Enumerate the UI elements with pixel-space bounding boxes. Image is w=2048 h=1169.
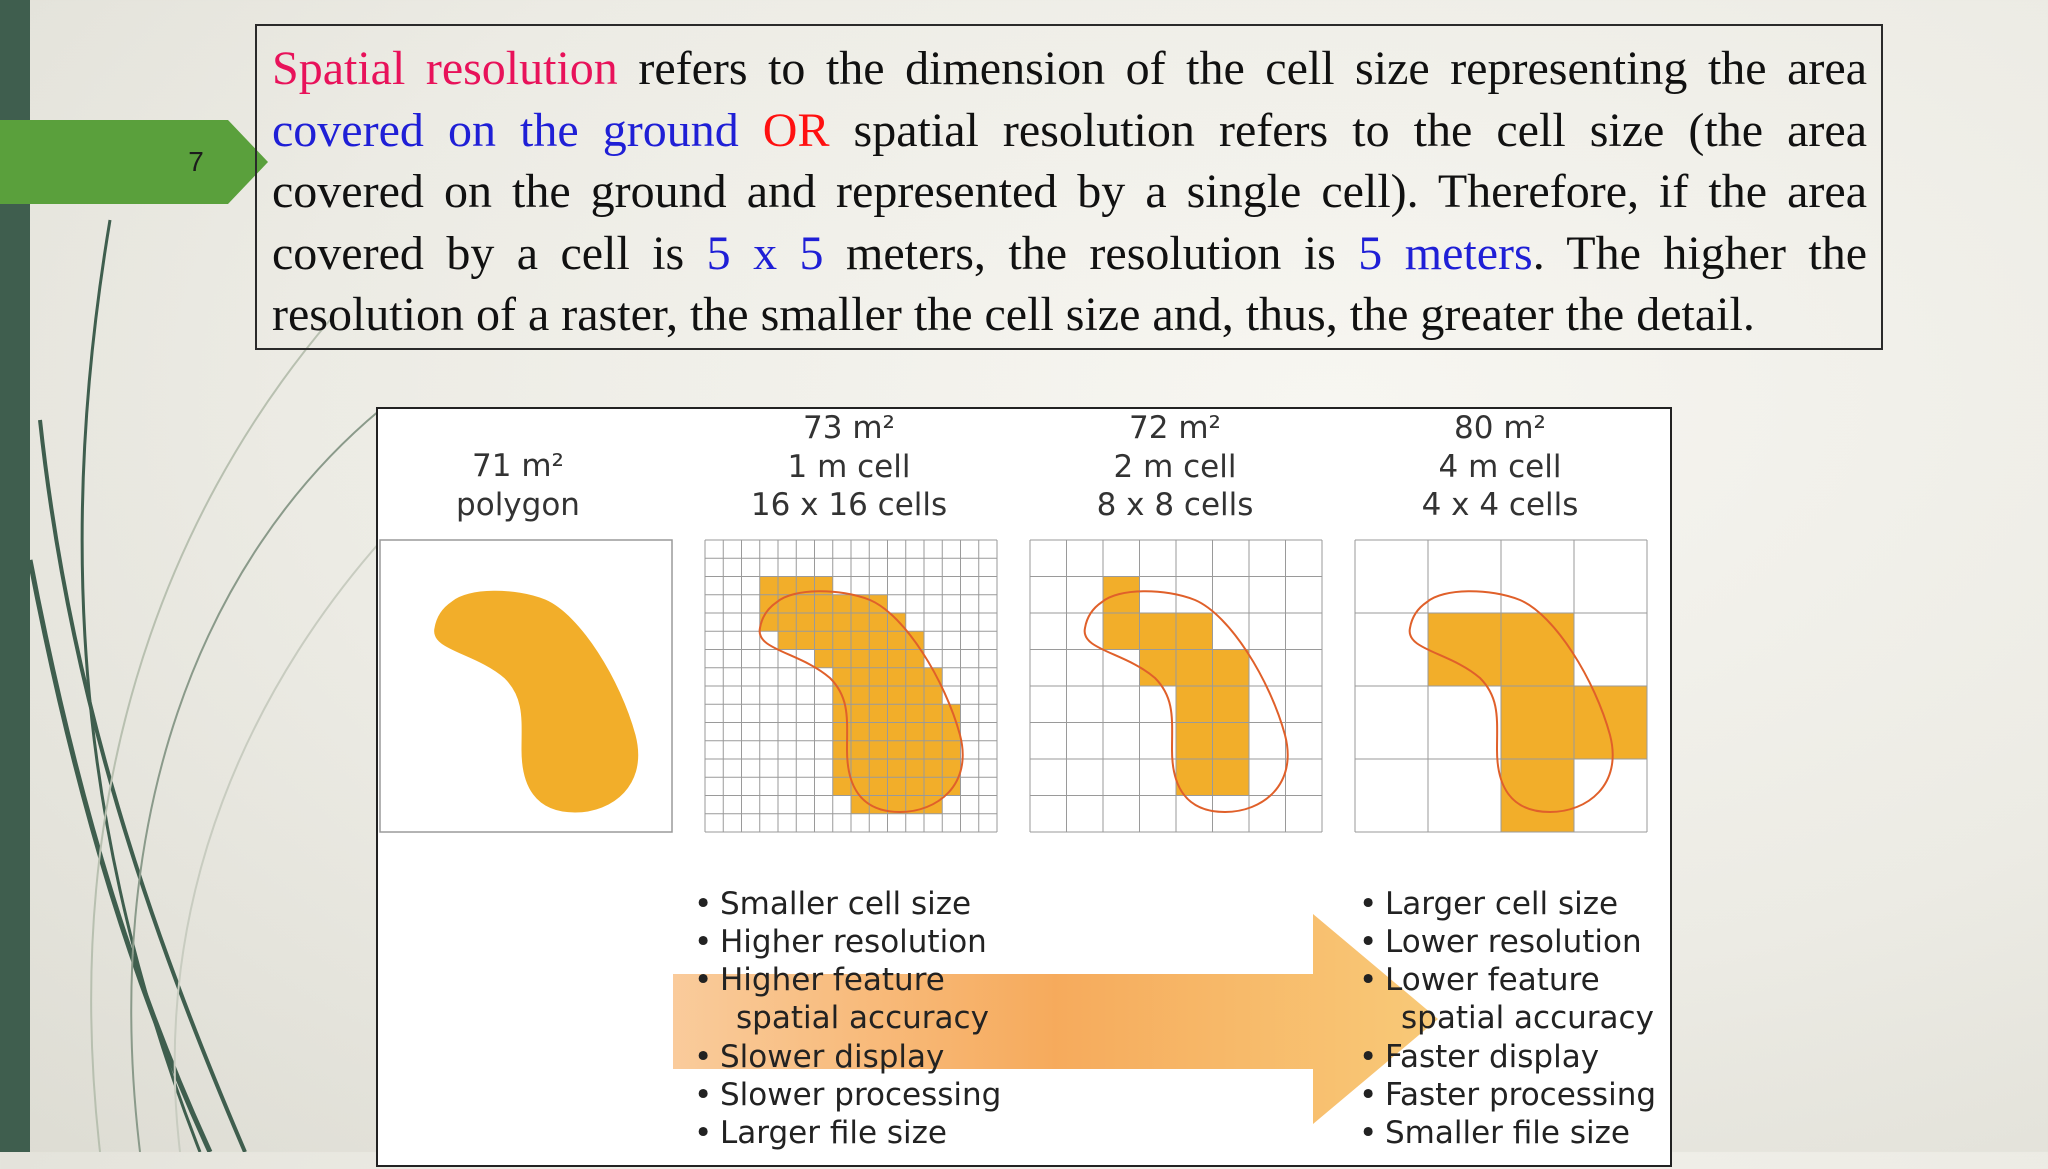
raster-cell — [1176, 686, 1213, 723]
left-bullet-2-cont: spatial accuracy — [736, 1000, 989, 1036]
raster-cell — [796, 595, 814, 613]
panel-raster-8 — [1030, 540, 1322, 832]
raster-cell — [815, 650, 833, 668]
raster-cell — [906, 759, 924, 777]
raster-cell — [906, 777, 924, 795]
raster-cell — [924, 777, 942, 795]
raster-cell — [1213, 723, 1250, 760]
raster-cell — [760, 613, 778, 631]
definition-paragraph — [255, 24, 1883, 350]
raster-cell — [833, 704, 851, 722]
raster-cell — [942, 741, 960, 759]
raster-cell — [778, 577, 796, 595]
right-bullet-list — [1359, 886, 1656, 1151]
raster-cell — [833, 613, 851, 631]
raster-cell — [869, 631, 887, 649]
raster-cell — [1213, 686, 1250, 723]
svg-text:•: • — [1359, 962, 1378, 998]
raster-cell — [778, 613, 796, 631]
right-bullet-3: Faster display — [1385, 1039, 1600, 1075]
right-bullet-2: Lower feature — [1385, 962, 1600, 998]
raster-cell — [869, 741, 887, 759]
left-bullet-5: Larger file size — [720, 1115, 947, 1151]
raster-cell — [906, 741, 924, 759]
svg-text:•: • — [694, 924, 713, 960]
raster-cell — [888, 777, 906, 795]
paragraph-line-1: Spatial resolution refers to the dimension of the cell size representing the area — [272, 42, 1867, 95]
raster-cell — [851, 704, 869, 722]
term-spatial-resolution: Spatial resolution — [272, 42, 618, 95]
raster-cell — [851, 613, 869, 631]
raster-cell — [888, 668, 906, 686]
raster-cell — [906, 704, 924, 722]
right-bullet-5: Smaller file size — [1385, 1115, 1630, 1151]
raster-cell — [851, 759, 869, 777]
panel-1-cell-size: 1 m cell — [787, 449, 911, 485]
raster-cell — [1213, 759, 1250, 796]
raster-cell — [833, 777, 851, 795]
raster-cell — [888, 650, 906, 668]
raster-cell — [924, 704, 942, 722]
raster-cell — [815, 631, 833, 649]
raster-cell — [869, 723, 887, 741]
raster-cell — [851, 796, 869, 814]
svg-text:•: • — [1359, 886, 1378, 922]
raster-cell — [851, 631, 869, 649]
raster-cell — [888, 704, 906, 722]
left-bullet-0: Smaller cell size — [720, 886, 972, 922]
raster-cell — [869, 777, 887, 795]
paragraph-line-4: covered by a cell is 5 x 5 meters, the resolution is 5 meters. The higher the — [272, 226, 1868, 280]
raster-cell — [1213, 650, 1250, 687]
raster-cell — [1501, 759, 1574, 832]
svg-text:•: • — [694, 886, 713, 922]
raster-cell — [869, 759, 887, 777]
svg-text:•: • — [1359, 1077, 1378, 1113]
raster-cell — [906, 686, 924, 704]
raster-cell — [888, 759, 906, 777]
raster-cell — [869, 668, 887, 686]
raster-cell — [869, 650, 887, 668]
raster-cell — [888, 723, 906, 741]
raster-cell — [869, 613, 887, 631]
raster-cell — [833, 741, 851, 759]
right-bullet-1: Lower resolution — [1385, 924, 1642, 960]
left-bullet-4: Slower processing — [720, 1077, 1002, 1113]
right-bullet-0: Larger cell size — [1385, 886, 1619, 922]
left-bullet-2: Higher feature — [720, 962, 945, 998]
raster-cell — [906, 668, 924, 686]
raster-cell — [778, 595, 796, 613]
paragraph-line-5: resolution of a raster, the smaller the cell size and, thus, the greater the detail. — [272, 288, 1755, 341]
panel-2-cell-size: 2 m cell — [1113, 449, 1237, 485]
raster-cell — [833, 650, 851, 668]
paragraph-line-2: covered on the ground OR spatial resolution refers to the cell size (the area — [272, 103, 1868, 157]
raster-cell — [1103, 577, 1140, 614]
raster-cell — [888, 613, 906, 631]
raster-cell — [1140, 613, 1177, 650]
raster-cell — [1176, 723, 1213, 760]
panel-2-area: 72 m² — [1129, 410, 1221, 446]
raster-cell — [869, 704, 887, 722]
svg-text:•: • — [694, 1115, 713, 1151]
raster-cell — [833, 595, 851, 613]
svg-text:•: • — [1359, 924, 1378, 960]
left-bullet-1: Higher resolution — [720, 924, 987, 960]
panel-1-area: 73 m² — [803, 410, 895, 446]
panel-raster-16 — [705, 540, 997, 832]
right-bullet-2-cont: spatial accuracy — [1401, 1000, 1654, 1036]
panel-labels — [456, 410, 1578, 523]
raster-cell — [815, 613, 833, 631]
resolution-figure — [376, 407, 1672, 1167]
svg-text:•: • — [1359, 1115, 1378, 1151]
raster-cell — [942, 759, 960, 777]
raster-cell — [1103, 613, 1140, 650]
svg-text:•: • — [694, 1077, 713, 1113]
slide-number-tab — [0, 120, 268, 204]
panel-polygon — [380, 540, 672, 832]
svg-text:•: • — [1359, 1039, 1378, 1075]
panel-2-cell-count: 8 x 8 cells — [1096, 487, 1254, 523]
svg-text:•: • — [694, 1039, 713, 1075]
raster-cell — [851, 741, 869, 759]
raster-cell — [1574, 686, 1647, 759]
raster-cell — [888, 686, 906, 704]
raster-cell — [796, 631, 814, 649]
raster-cell — [833, 723, 851, 741]
raster-cell — [851, 686, 869, 704]
panel-0-area: 71 m² — [472, 448, 564, 484]
raster-cell — [906, 723, 924, 741]
paragraph-line-3: covered on the ground and represented by a single cell). Therefore, if the area — [272, 165, 1867, 218]
raster-cell — [888, 631, 906, 649]
raster-cell — [851, 650, 869, 668]
panel-raster-4 — [1355, 540, 1647, 832]
raster-cell — [760, 577, 778, 595]
panel-0-type: polygon — [456, 487, 580, 523]
svg-text:•: • — [694, 962, 713, 998]
panel-3-cell-count: 4 x 4 cells — [1421, 487, 1579, 523]
panel-3-area: 80 m² — [1454, 410, 1546, 446]
raster-cell — [1176, 650, 1213, 687]
right-bullet-4: Faster processing — [1385, 1077, 1657, 1113]
raster-cell — [924, 759, 942, 777]
raster-cell — [778, 631, 796, 649]
raster-cell — [796, 613, 814, 631]
raster-cell — [833, 631, 851, 649]
raster-cell — [924, 686, 942, 704]
raster-cell — [851, 723, 869, 741]
left-bullet-3: Slower display — [720, 1039, 945, 1075]
panel-1-cell-count: 16 x 16 cells — [750, 487, 948, 523]
raster-cell — [1428, 613, 1501, 686]
raster-cell — [1176, 613, 1213, 650]
raster-cell — [869, 686, 887, 704]
raster-cell — [815, 595, 833, 613]
raster-cell — [1501, 686, 1574, 759]
raster-cell — [924, 723, 942, 741]
raster-cell — [851, 668, 869, 686]
raster-cell — [924, 741, 942, 759]
left-bullet-list — [694, 886, 1001, 1151]
raster-cell — [1501, 613, 1574, 686]
slide-number: 7 — [188, 146, 204, 177]
panel-3-cell-size: 4 m cell — [1438, 449, 1562, 485]
raster-cell — [888, 741, 906, 759]
